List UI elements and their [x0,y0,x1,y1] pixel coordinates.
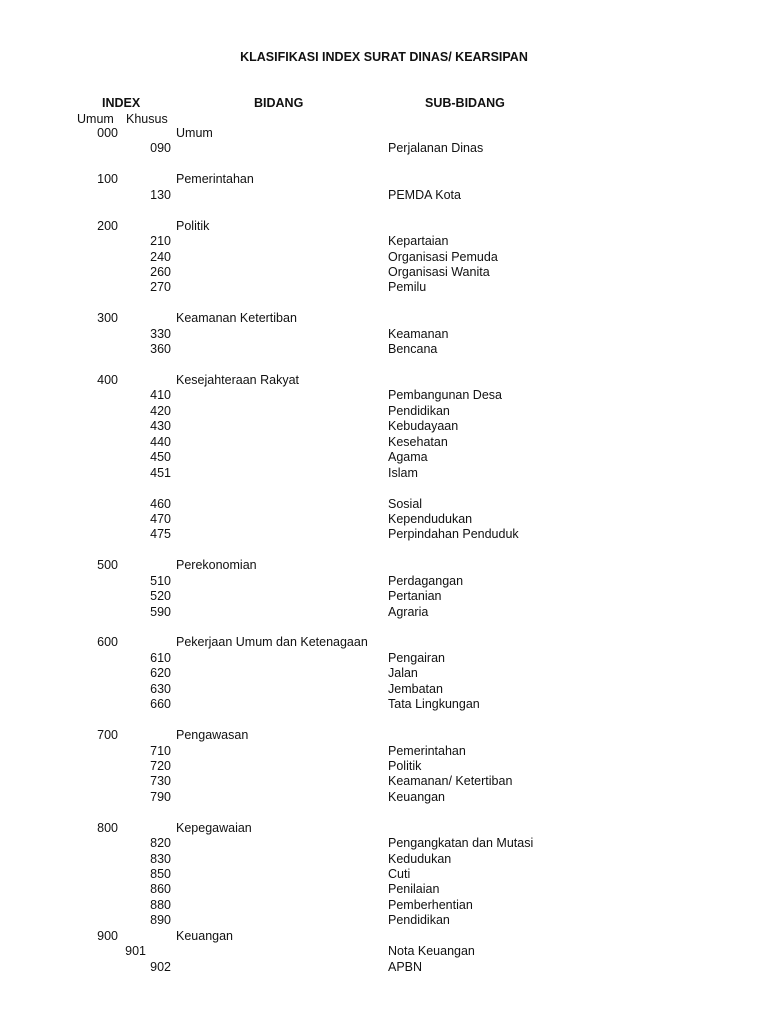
sub-bidang-cell: Pendidikan [388,403,450,418]
index-umum-cell: 400 [97,373,118,387]
index-khusus-cell: 790 [150,789,171,804]
sub-bidang-cell: Bencana [388,342,438,357]
table-row [0,913,768,928]
index-khusus-cell: 520 [150,589,171,604]
table-row [0,790,768,805]
bidang-cell: Pemerintahan [176,172,254,187]
sub-bidang-cell: Nota Keuangan [388,944,475,959]
table-row [0,574,768,589]
table-row [0,697,768,712]
index-khusus-cell: 440 [150,434,171,449]
sub-bidang-cell: Cuti [388,867,411,881]
table-row [0,898,768,913]
index-khusus-cell: 240 [150,249,171,264]
index-umum-cell: 300 [97,311,118,326]
table-row [0,512,768,527]
table-row [0,759,768,774]
table-row [0,435,768,450]
table-row [0,373,768,388]
table-spacer-row [0,358,768,373]
index-khusus-cell: 460 [150,496,171,511]
sub-bidang-cell: Tata Lingkungan [388,697,480,712]
index-khusus-cell: 590 [150,604,171,619]
bidang-cell: Kesejahteraan Rakyat [176,373,299,387]
header-khusus: Khusus [126,112,168,126]
index-khusus-cell: 720 [150,758,171,773]
table-spacer-row [0,543,768,558]
sub-bidang-cell: Perjalanan Dinas [388,141,484,156]
table-row [0,682,768,697]
index-khusus-cell: 475 [150,527,171,542]
bidang-cell: Keamanan Ketertiban [176,311,297,326]
sub-bidang-cell: Pertanian [388,589,442,604]
index-umum-cell: 100 [97,172,118,187]
index-khusus-cell: 330 [150,326,171,341]
header-bidang: BIDANG [254,96,304,110]
table-row [0,960,768,975]
table-row [0,497,768,512]
bidang-cell: Politik [176,218,210,233]
table-row [0,666,768,681]
table-row [0,342,768,357]
table-row [0,188,768,203]
bidang-cell: Kepegawaian [176,820,252,835]
index-umum-cell: 000 [97,126,118,140]
index-khusus-cell: 710 [150,743,171,758]
table-row [0,651,768,666]
sub-bidang-cell: Organisasi Pemuda [388,249,498,264]
sub-bidang-cell: Pemberhentian [388,897,473,912]
sub-bidang-cell: Penilaian [388,882,440,897]
table-row [0,867,768,882]
sub-bidang-cell: Perdagangan [388,573,464,588]
table-row [0,280,768,295]
sub-bidang-cell: Kepartaian [388,234,449,249]
table-row [0,852,768,867]
header-umum: Umum [77,112,114,126]
table-row [0,327,768,342]
sub-bidang-cell: Pengangkatan dan Mutasi [388,836,534,851]
table-spacer-row [0,296,768,311]
sub-bidang-cell: Kedudukan [388,851,452,866]
sub-bidang-cell: Keuangan [388,789,446,804]
table-row [0,234,768,249]
sub-bidang-cell: Jalan [388,666,418,681]
index-khusus-cell: 470 [150,511,171,526]
index-umum-cell: 500 [97,558,118,573]
table-row [0,265,768,280]
table-row [0,558,768,573]
index-khusus-cell: 630 [150,681,171,696]
sub-bidang-cell: Pemerintahan [388,743,466,758]
table-row [0,836,768,851]
sub-bidang-cell: Kependudukan [388,511,473,526]
table-row [0,929,768,944]
index-khusus-cell: 270 [150,280,171,295]
index-khusus-cell: 430 [150,419,171,434]
document-title: KLASIFIKASI INDEX SURAT DINAS/ KEARSIPAN [240,50,528,64]
table-row [0,605,768,620]
table-row [0,311,768,326]
sub-bidang-cell: Perpindahan Penduduk [388,527,519,542]
table-row [0,744,768,759]
index-khusus-cell: 901 [125,944,146,959]
index-khusus-cell: 510 [150,573,171,588]
table-row [0,527,768,542]
sub-bidang-cell: Agraria [388,604,429,619]
classification-table [0,126,768,975]
table-row [0,589,768,604]
table-spacer-row [0,620,768,635]
index-khusus-cell: 451 [150,465,171,480]
table-row [0,821,768,836]
sub-bidang-cell: Organisasi Wanita [388,264,490,279]
sub-bidang-cell: Jembatan [388,681,443,696]
header-sub-bidang: SUB-BIDANG [425,96,505,110]
bidang-cell: Umum [176,126,213,140]
index-umum-cell: 900 [97,928,118,943]
table-row [0,466,768,481]
bidang-cell: Pekerjaan Umum dan Ketenagaan [176,635,368,650]
sub-bidang-cell: Pembangunan Desa [388,388,502,403]
table-row [0,172,768,187]
index-khusus-cell: 360 [150,342,171,357]
sub-bidang-cell: PEMDA Kota [388,187,461,202]
index-khusus-cell: 830 [150,851,171,866]
sub-bidang-cell: Politik [388,758,422,773]
table-row [0,126,768,141]
table-row [0,728,768,743]
sub-bidang-cell: Sosial [388,496,423,511]
index-khusus-cell: 890 [150,913,171,928]
table-spacer-row [0,805,768,820]
table-spacer-row [0,481,768,496]
index-khusus-cell: 660 [150,697,171,712]
sub-bidang-cell: APBN [388,959,423,974]
sub-bidang-cell: Kebudayaan [388,419,459,434]
index-khusus-cell: 130 [150,187,171,202]
table-row [0,219,768,234]
bidang-cell: Pengawasan [176,728,249,743]
table-row [0,450,768,465]
table-spacer-row [0,713,768,728]
table-row [0,419,768,434]
sub-bidang-cell: Pemilu [388,280,427,295]
bidang-cell: Keuangan [176,928,234,943]
bidang-cell: Perekonomian [176,558,257,573]
index-khusus-cell: 450 [150,450,171,465]
index-khusus-cell: 880 [150,897,171,912]
table-row [0,882,768,897]
table-row [0,944,768,959]
table-row [0,141,768,156]
index-khusus-cell: 850 [150,867,171,881]
sub-bidang-cell: Kesehatan [388,434,448,449]
sub-bidang-cell: Pengairan [388,650,445,665]
table-row [0,635,768,650]
index-khusus-cell: 860 [150,882,171,897]
index-umum-cell: 800 [97,820,118,835]
index-umum-cell: 200 [97,218,118,233]
index-khusus-cell: 730 [150,774,171,789]
sub-bidang-cell: Islam [388,465,418,480]
table-spacer-row [0,157,768,172]
index-khusus-cell: 090 [150,141,171,156]
index-umum-cell: 700 [97,728,118,743]
index-khusus-cell: 820 [150,836,171,851]
table-row [0,404,768,419]
sub-bidang-cell: Pendidikan [388,913,450,928]
index-khusus-cell: 620 [150,666,171,681]
index-khusus-cell: 410 [150,388,171,403]
sub-bidang-cell: Keamanan/ Ketertiban [388,774,513,789]
index-khusus-cell: 610 [150,650,171,665]
table-spacer-row [0,203,768,218]
table-row [0,388,768,403]
sub-bidang-cell: Keamanan [388,326,449,341]
table-row [0,250,768,265]
table-row [0,774,768,789]
index-khusus-cell: 902 [150,959,171,974]
index-khusus-cell: 210 [150,234,171,249]
index-khusus-cell: 420 [150,403,171,418]
sub-bidang-cell: Agama [388,450,428,465]
header-index: INDEX [102,96,141,110]
index-khusus-cell: 260 [150,264,171,279]
index-umum-cell: 600 [97,635,118,650]
